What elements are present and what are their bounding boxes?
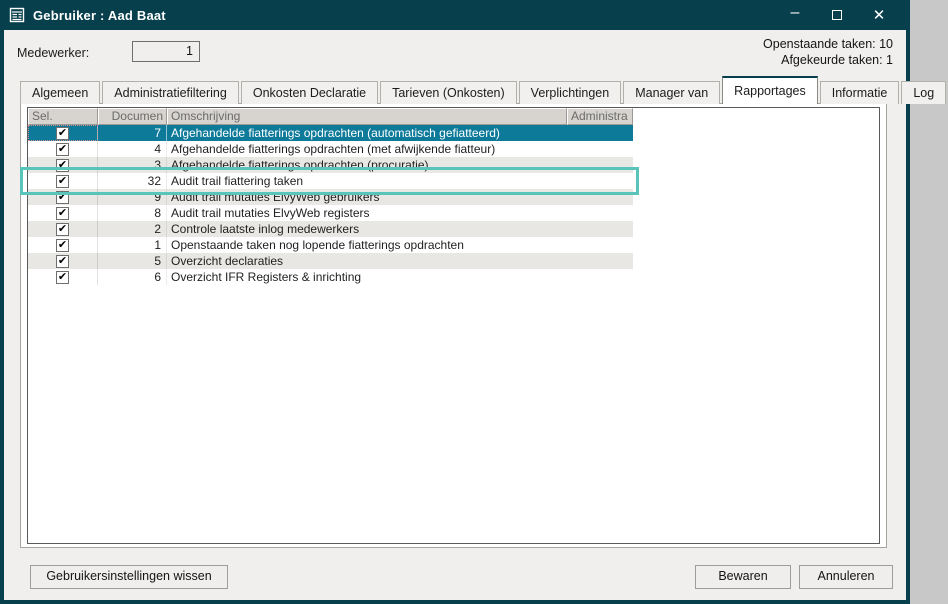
description-cell: Controle laatste inlog medewerkers [171, 222, 360, 236]
description-cell: Openstaande taken nog lopende fiatterings opdrachten [171, 238, 464, 252]
document-number-cell: 1 [98, 237, 167, 253]
titlebar [0, 0, 910, 30]
tab-strip [20, 76, 948, 104]
description-cell: Afgehandelde fiatterings opdrachten (procuratie) [171, 158, 429, 172]
table-row[interactable] [28, 253, 633, 269]
dialog-body [4, 30, 935, 600]
document-number-cell: 9 [98, 189, 167, 205]
tab-verplichtingen[interactable]: Verplichtingen [519, 81, 622, 104]
checkbox-checked-icon[interactable]: ✔ [57, 126, 68, 139]
tab-log[interactable]: Log [901, 81, 946, 104]
checkbox-checked-icon[interactable]: ✔ [57, 158, 68, 171]
tab-rapportages[interactable]: Rapportages [722, 76, 818, 104]
checkbox-checked-icon[interactable]: ✔ [57, 254, 68, 267]
column-header-administratie[interactable]: Administra [567, 108, 633, 125]
checkbox-checked-icon[interactable]: ✔ [57, 238, 68, 251]
administratie-cell [567, 141, 633, 157]
table-row[interactable] [28, 141, 633, 157]
document-number-cell: 5 [98, 253, 167, 269]
window-controls [774, 0, 900, 30]
administratie-cell [567, 269, 633, 285]
description-cell: Overzicht declaraties [171, 254, 284, 268]
table-row[interactable] [28, 221, 633, 237]
document-number-cell: 6 [98, 269, 167, 285]
administratie-cell [567, 157, 633, 173]
task-counters [763, 36, 893, 68]
column-header-sel[interactable]: Sel. [28, 108, 98, 125]
open-tasks-count: Openstaande taken: 10 [763, 37, 893, 51]
administratie-cell [567, 221, 633, 237]
reports-table [27, 107, 880, 544]
table-row[interactable] [28, 157, 633, 173]
description-cell: Afgehandelde fiatterings opdrachten (met afwijkende fiatteur) [171, 142, 496, 156]
document-number-cell: 7 [98, 125, 167, 141]
table-row[interactable] [28, 269, 633, 285]
minimize-button[interactable] [774, 0, 816, 30]
checkbox-checked-icon[interactable]: ✔ [57, 190, 68, 203]
tab-informatie[interactable]: Informatie [820, 81, 900, 104]
app-form-icon [9, 7, 25, 23]
tab-manager-van[interactable]: Manager van [623, 81, 720, 104]
checkbox-checked-icon[interactable]: ✔ [57, 174, 68, 187]
document-number-cell: 4 [98, 141, 167, 157]
maximize-icon [832, 10, 842, 20]
administratie-cell [567, 189, 633, 205]
tab-administratiefiltering[interactable]: Administratiefiltering [102, 81, 239, 104]
minimize-icon: – [790, 4, 800, 21]
table-header-row [28, 108, 879, 125]
checkbox-checked-icon[interactable]: ✔ [57, 222, 68, 235]
administratie-cell [567, 205, 633, 221]
administratie-cell [567, 173, 633, 189]
tab-onkosten-declaratie[interactable]: Onkosten Declaratie [241, 81, 378, 104]
table-row-annotated[interactable] [28, 173, 633, 189]
description-cell: Overzicht IFR Registers & inrichting [171, 270, 362, 284]
column-header-document[interactable]: Documen [98, 108, 167, 125]
rejected-tasks-count: Afgekeurde taken: 1 [781, 53, 893, 67]
administratie-cell [567, 237, 633, 253]
window-title: Gebruiker : Aad Baat [33, 7, 166, 23]
document-number-cell: 8 [98, 205, 167, 221]
description-cell: Audit trail mutaties ElvyWeb gebruikers [171, 190, 380, 204]
table-row[interactable] [28, 205, 633, 221]
description-cell: Audit trail fiattering taken [171, 174, 304, 188]
table-row[interactable] [28, 125, 633, 141]
medewerker-field[interactable]: 1 [132, 41, 200, 62]
save-button[interactable]: Bewaren [695, 565, 791, 589]
checkbox-checked-icon[interactable]: ✔ [57, 270, 68, 283]
administratie-cell [567, 125, 633, 141]
administratie-cell [567, 253, 633, 269]
table-row[interactable] [28, 189, 633, 205]
document-number-cell: 2 [98, 221, 167, 237]
checkbox-checked-icon[interactable]: ✔ [57, 206, 68, 219]
tab-tarieven-onkosten[interactable]: Tarieven (Onkosten) [380, 81, 517, 104]
close-icon: ✕ [872, 7, 886, 24]
checkbox-checked-icon[interactable]: ✔ [57, 142, 68, 155]
description-cell: Audit trail mutaties ElvyWeb registers [171, 206, 370, 220]
column-header-omschrijving[interactable]: Omschrijving [167, 108, 567, 125]
close-button[interactable] [858, 0, 900, 30]
document-number-cell: 3 [98, 157, 167, 173]
tab-algemeen[interactable]: Algemeen [20, 81, 100, 104]
medewerker-label: Medewerker: [17, 46, 90, 60]
rapportages-tab-panel [20, 103, 887, 548]
document-number-cell: 32 [98, 173, 167, 189]
description-cell: Afgehandelde fiatterings opdrachten (automatisch gefiatteerd) [171, 126, 500, 140]
maximize-button[interactable] [816, 0, 858, 30]
clear-user-settings-button[interactable]: Gebruikersinstellingen wissen [30, 565, 228, 589]
cancel-button[interactable]: Annuleren [799, 565, 893, 589]
table-row[interactable] [28, 237, 633, 253]
